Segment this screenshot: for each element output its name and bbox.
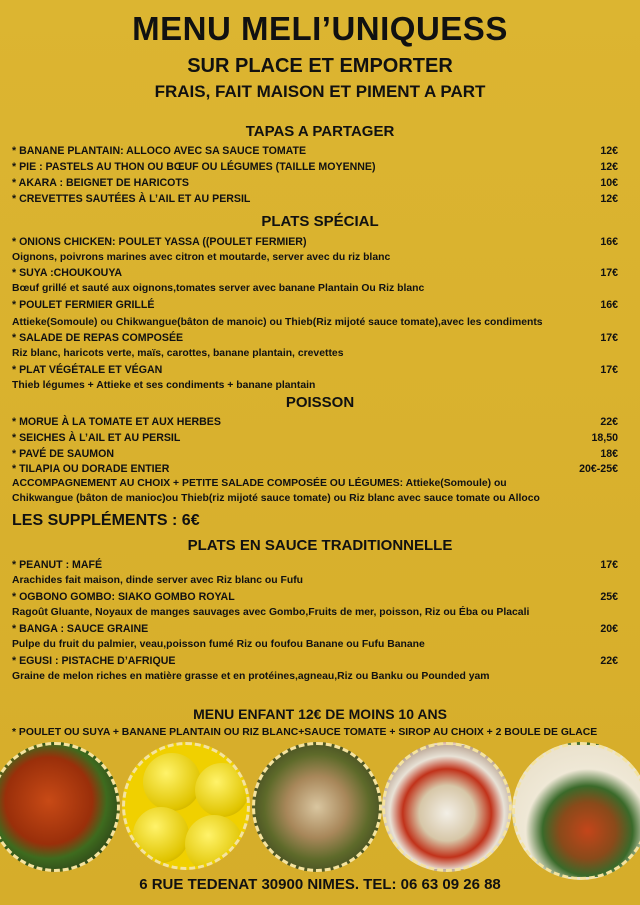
menu-item bbox=[12, 448, 618, 460]
menu-item bbox=[12, 432, 618, 444]
item-description: Thieb légumes + Attieke et ses condiments + banane plantain bbox=[12, 380, 316, 391]
item-name: * PAVÉ DE SAUMON bbox=[12, 448, 115, 460]
item-name: * PLAT VÉGÉTALE ET VÉGAN bbox=[12, 364, 163, 376]
food-photo-fufu bbox=[122, 742, 250, 870]
address-footer: 6 RUE TEDENAT 30900 NIMES. TEL: 06 63 09 26 88 bbox=[139, 876, 501, 893]
food-photos bbox=[0, 742, 640, 872]
menu-item bbox=[12, 177, 618, 189]
food-photo-stew bbox=[0, 742, 120, 872]
item-description: Attieke(Somoule) ou Chikwangue(bâton de manoic) ou Thieb(Riz mijoté sauce tomate),avec les condiments bbox=[12, 317, 543, 328]
section-title-sauce: PLATS EN SAUCE TRADITIONNELLE bbox=[187, 537, 453, 554]
kids-menu-title: MENU ENFANT 12€ DE MOINS 10 ANS bbox=[193, 706, 447, 722]
menu-item bbox=[12, 193, 618, 205]
item-name: * TILAPIA OU DORADE ENTIER bbox=[12, 463, 170, 475]
item-name: * PEANUT : MAFÉ bbox=[12, 559, 103, 571]
item-price: 22€ bbox=[600, 655, 618, 667]
item-name: * PIE : PASTELS AU THON OU BŒUF OU LÉGUMES (TAILLE MOYENNE) bbox=[12, 161, 376, 173]
item-name: * CREVETTES SAUTÉES À L’AIL ET AU PERSIL bbox=[12, 193, 251, 205]
item-price: 25€ bbox=[600, 591, 618, 603]
accompaniment-text: Chikwangue (bâton de manioc)ou Thieb(riz mijoté sauce tomate) ou Riz blanc avec sauce tomate ou Alloco bbox=[12, 493, 540, 504]
item-price: 20€ bbox=[600, 623, 618, 635]
menu-item bbox=[12, 145, 618, 157]
item-description: Pulpe du fruit du palmier, veau,poisson fumé Riz ou foufou Banane ou Fufu Banane bbox=[12, 639, 425, 650]
item-description: Bœuf grillé et sauté aux oignons,tomates server avec banane Plantain Ou Riz blanc bbox=[12, 283, 425, 294]
menu-item bbox=[12, 463, 618, 475]
menu-item bbox=[12, 559, 618, 571]
item-name: * AKARA : BEIGNET DE HARICOTS bbox=[12, 177, 189, 189]
item-price: 22€ bbox=[600, 416, 618, 428]
food-photo-rice bbox=[512, 742, 640, 880]
item-name: * EGUSI : PISTACHE D’AFRIQUE bbox=[12, 655, 176, 667]
item-name: * OGBONO GOMBO: SIAKO GOMBO ROYAL bbox=[12, 591, 235, 603]
item-name: * ONIONS CHICKEN: POULET YASSA ((POULET FERMIER) bbox=[12, 236, 307, 248]
menu-item bbox=[12, 299, 618, 311]
item-name: * SUYA :CHOUKOUYA bbox=[12, 267, 123, 279]
item-description: Ragoût Gluante, Noyaux de manges sauvages avec Gombo,Fruits de mer, poisson, Riz ou Éba ou Placali bbox=[12, 607, 530, 618]
section-title-plats: PLATS SPÉCIAL bbox=[261, 213, 379, 230]
supplements-title: LES SUPPLÉMENTS : 6€ bbox=[12, 512, 200, 529]
menu-item bbox=[12, 416, 618, 428]
item-price: 12€ bbox=[600, 193, 618, 205]
menu-item bbox=[12, 655, 618, 667]
menu-item bbox=[12, 332, 618, 344]
item-description: Graine de melon riches en matière grasse et en protéines,agneau,Riz ou Banku ou Pounded yam bbox=[12, 671, 490, 682]
section-title-poisson: POISSON bbox=[285, 394, 355, 411]
menu-item bbox=[12, 623, 618, 635]
item-name: * BANANE PLANTAIN: ALLOCO AVEC SA SAUCE TOMATE bbox=[12, 145, 307, 157]
item-name: * MORUE À LA TOMATE ET AUX HERBES bbox=[12, 416, 221, 428]
menu-item bbox=[12, 161, 618, 173]
menu-subtitle: SUR PLACE ET EMPORTER bbox=[187, 55, 453, 77]
food-photo-pastels bbox=[252, 742, 382, 872]
menu-item bbox=[12, 236, 618, 248]
item-price: 12€ bbox=[600, 161, 618, 173]
menu-item bbox=[12, 267, 618, 279]
item-price: 16€ bbox=[600, 299, 618, 311]
item-description: Riz blanc, haricots verte, maïs, carottes, banane plantain, crevettes bbox=[12, 348, 344, 359]
item-price: 12€ bbox=[600, 145, 618, 157]
item-price: 17€ bbox=[600, 364, 618, 376]
item-price: 17€ bbox=[600, 559, 618, 571]
section-title-tapas: TAPAS A PARTAGER bbox=[245, 123, 395, 140]
menu-tagline: FRAIS, FAIT MAISON ET PIMENT A PART bbox=[154, 82, 486, 101]
food-photo-plate bbox=[382, 742, 512, 872]
menu-title: MENU MELI’UNIQUESS bbox=[132, 10, 508, 47]
item-description: Arachides fait maison, dinde server avec Riz blanc ou Fufu bbox=[12, 575, 304, 586]
item-price: 17€ bbox=[600, 267, 618, 279]
kids-menu-description: * POULET OU SUYA + BANANE PLANTAIN OU RIZ BLANC+SAUCE TOMATE + SIROP AU CHOIX + 2 BOULE DE GLACE bbox=[12, 727, 598, 738]
item-name: * BANGA : SAUCE GRAINE bbox=[12, 623, 149, 635]
item-price: 16€ bbox=[600, 236, 618, 248]
item-name: * POULET FERMIER GRILLÉ bbox=[12, 299, 155, 311]
item-description: Oignons, poivrons marines avec citron et moutarde, server avec du riz blanc bbox=[12, 252, 391, 263]
item-price: 17€ bbox=[600, 332, 618, 344]
item-price: 10€ bbox=[600, 177, 618, 189]
accompaniment-text: ACCOMPAGNEMENT AU CHOIX + PETITE SALADE COMPOSÉE OU LÉGUMES: Attieke(Somoule) ou bbox=[12, 478, 507, 489]
item-name: * SALADE DE REPAS COMPOSÉE bbox=[12, 332, 184, 344]
item-price: 20€-25€ bbox=[579, 463, 618, 475]
item-price: 18,50 bbox=[591, 432, 618, 444]
item-price: 18€ bbox=[600, 448, 618, 460]
item-name: * SEICHES À L’AIL ET AU PERSIL bbox=[12, 432, 181, 444]
menu-item bbox=[12, 364, 618, 376]
menu-item bbox=[12, 591, 618, 603]
